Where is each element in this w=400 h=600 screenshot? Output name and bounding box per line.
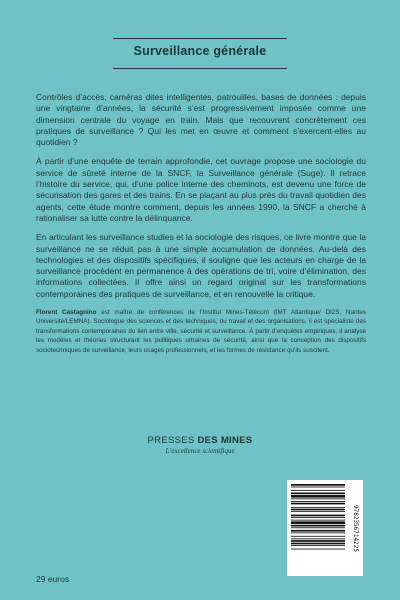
barcode-bar	[291, 501, 345, 502]
barcode-bar	[291, 530, 345, 532]
barcode-bar	[291, 517, 345, 518]
barcode-bar	[291, 503, 345, 505]
barcode-bar	[291, 498, 345, 499]
isbn-digits: 9782356714225	[352, 504, 359, 552]
barcode-bar	[291, 507, 345, 508]
barcode-bar	[291, 543, 345, 545]
barcode-bar	[291, 515, 345, 517]
barcode	[287, 480, 363, 576]
barcode-bar	[291, 493, 345, 495]
barcode-bar	[291, 536, 345, 537]
barcode-bar	[291, 549, 345, 550]
blurb-paragraph-1: Contrôles d’accès, caméras dites intelligentes, patrouilles, bases de données : depuis une vingtaine d’années, la sécurité s’est progressivement imposée comme une dimension centrale du voyage en train. Mais que recouvrent concrètement ces pratiques de surveillance ? Qui les met en œuvre et comment s’exercent-elles au quotidien ?	[36, 92, 366, 148]
barcode-bar	[291, 509, 345, 511]
barcode-bar	[291, 487, 345, 488]
barcode-bar	[291, 511, 345, 512]
publisher-name-light: PRESSES	[147, 435, 198, 446]
barcode-bar	[291, 545, 345, 546]
title-rule-bottom	[113, 68, 287, 69]
barcode-bar	[291, 540, 345, 542]
publisher-tagline: L’excellence scientifique	[165, 447, 235, 455]
title-rule-top	[113, 38, 287, 39]
publisher-logo	[110, 435, 290, 455]
author-bio	[36, 308, 366, 355]
publisher-name-bold: DES MINES	[197, 435, 253, 446]
blurb-paragraph-3: En articulant les surveillance studies et la sociologie des risques, ce livre montre que la surveillance ne se réduit pas à une simple accumulation de données. Au-delà des technologies et des dispositifs spécifiques, il souligne que les acteurs en charge de la surveillance procèdent en permanence à des opérations de tri, voire d’élimination, des informations collectées. Il offre ainsi un regard original sur les transformations contemporaines des pratiques de surveillance, et en renouvelle la critique.	[36, 232, 366, 299]
barcode-bar	[291, 520, 345, 521]
barcode-bar	[291, 525, 345, 527]
book-title: Surveillance générale	[133, 44, 267, 58]
publisher-name	[110, 435, 290, 446]
barcode-bar	[291, 490, 345, 491]
barcode-bar	[291, 521, 345, 524]
barcode-bar	[291, 527, 345, 528]
barcode-bars	[291, 484, 345, 572]
author-bio-text: est maître de conférences de l’Institut Mines-Télécom (IMT Atlantique/ DI2S, Nantes Université/LEMNA). Sociologue des sciences et des techniques, du travail et des organisations, il est spécialiste des transformations contemporaines du lien entre ville, sécurité et surveillance. À partir d’enquêtes empiriques, il analyse les modèles et théories structurant les politiques urbaines de sécurité, ainsi que la conception des dispositifs sociotechniques de surveillance, leurs usages professionnels, et les formes de résistance qu’ils suscitent.	[36, 309, 367, 354]
barcode-bar	[291, 484, 345, 486]
price: 29 euros	[36, 574, 70, 584]
barcode-bar	[291, 532, 345, 533]
barcode-bar	[291, 538, 345, 539]
blurb-paragraph-2: À partir d’une enquête de terrain approfondie, cet ouvrage propose une sociologie du service de sûreté interne de la SNCF, la Surveillance générale (Suge). Il retrace l’histoire du service, qui, d’une police interne des cheminots, est devenu une force de sécurisation des gares et des trains. En se plaçant au plus près du travail quotidien des agents, cette étude montre comment, depuis les années 1990, la SNCF a cherché à rationaliser sa lutte contre la délinquance.	[36, 156, 366, 223]
author-name: Florent Castagnino	[36, 309, 97, 317]
blurb	[36, 92, 366, 355]
barcode-bar	[291, 495, 345, 498]
